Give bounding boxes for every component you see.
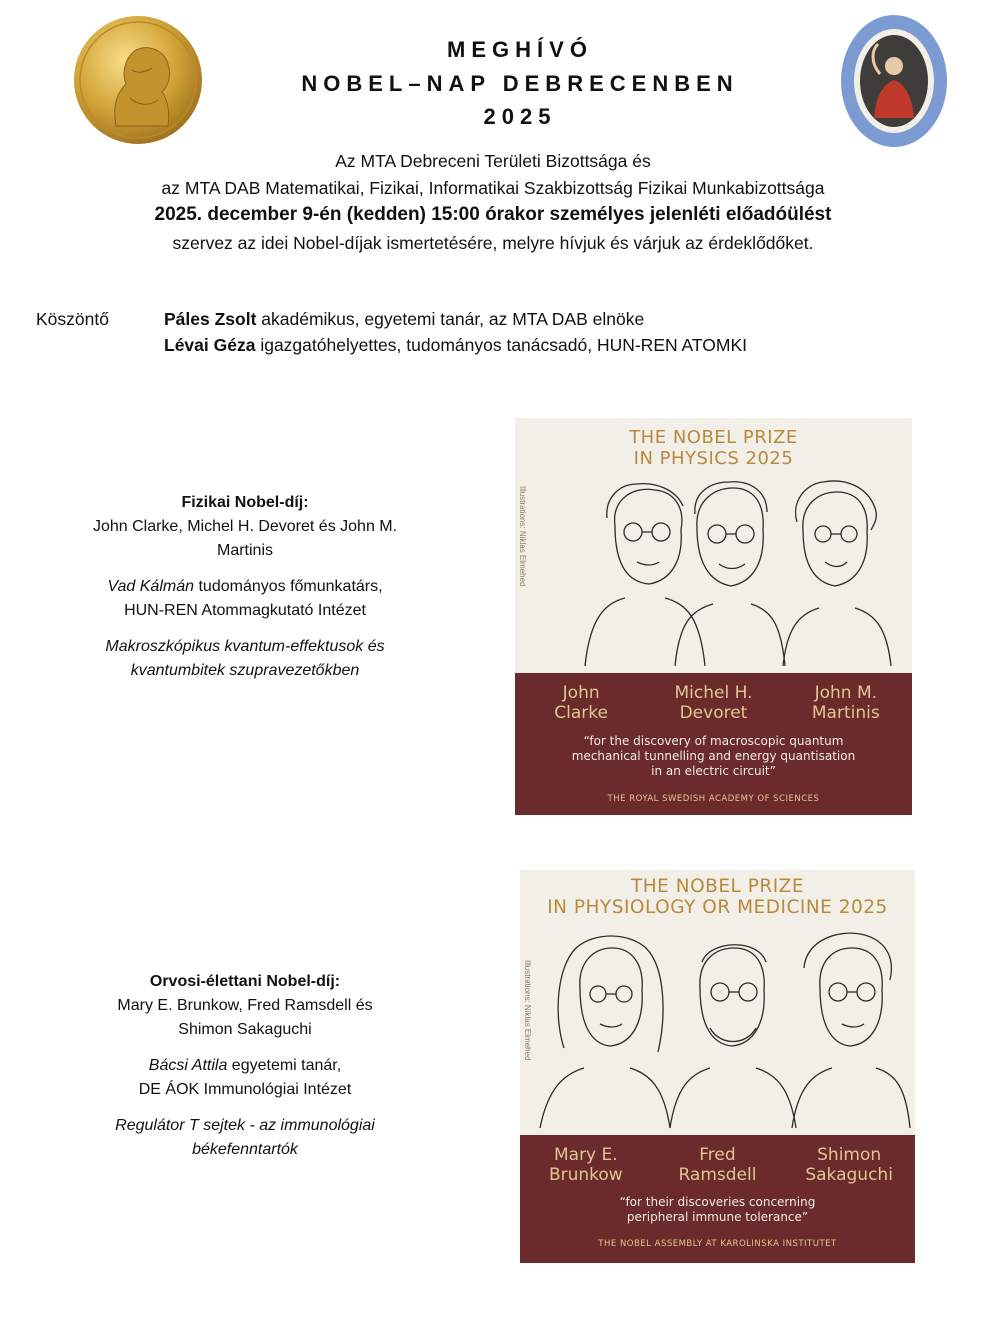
medicine-talk-1: Regulátor T sejtek - az immunológiai [115, 1117, 375, 1134]
intro-line-2: az MTA DAB Matematikai, Fizikai, Informatikai Szakbizottság Fizikai Munkabizottsága [161, 178, 825, 198]
physics-poster-academy: THE ROYAL SWEDISH ACADEMY OF SCIENCES [607, 794, 820, 804]
medicine-laureates-1: Mary E. Brunkow, Fred Ramsdell és [117, 997, 373, 1014]
physics-laureates-1: John Clarke, Michel H. Devoret és John M. [92, 518, 398, 535]
physics-talk-1: Makroszkópikus kvantum-effektusok és [105, 638, 385, 655]
medicine-speaker-institute: DE ÁOK Immunológiai Intézet [138, 1081, 352, 1098]
medicine-speaker-name: Bácsi Attila [148, 1057, 228, 1074]
medicine-poster-caption [520, 1135, 915, 1263]
physics-talk-2: kvantumbitek szupravezetőkben [130, 662, 360, 679]
physics-poster-caption [515, 673, 912, 815]
title-year: 2025 [483, 104, 557, 129]
medicine-poster-illustration [520, 870, 915, 1135]
medicine-poster-names [520, 1145, 915, 1185]
physics-speaker-title: tudományos főmunkatárs, [198, 578, 383, 595]
physics-poster-quote: “for the discovery of macroscopic quantum mechanical tunnelling and energy quantisation in an electric circuit” [571, 734, 856, 778]
physics-poster [515, 418, 912, 815]
intro-date-line: 2025. december 9-én (kedden) 15:00 órakor személyes jelenléti előadóülést [154, 204, 832, 225]
physics-poster-names [515, 683, 912, 723]
poster-name-sakaguchi: Shimon Sakaguchi [805, 1145, 893, 1185]
medicine-laureates-2: Shimon Sakaguchi [178, 1021, 312, 1038]
medicine-portraits-sketch [520, 928, 915, 1135]
physics-poster-credit: Illustrations: Niklas Elmehed [518, 486, 527, 587]
medicine-talk-2: békefenntartók [192, 1141, 298, 1158]
poster-name-clarke: John Clarke [554, 683, 608, 723]
medicine-speaker-title: egyetemi tanár, [231, 1057, 342, 1074]
welcome-label: Köszöntő [36, 309, 109, 329]
medicine-poster-credit: Illustrations: Niklas Elmehed [523, 960, 532, 1061]
medicine-poster-academy: THE NOBEL ASSEMBLY AT KAROLINSKA INSTITUTET [598, 1239, 837, 1249]
physics-portraits-sketch [515, 478, 912, 673]
poster-name-martinis: John M. Martinis [811, 683, 880, 723]
dab-seal-logo [840, 14, 948, 148]
physics-poster-illustration [515, 418, 912, 673]
welcome-speaker-2 [164, 335, 747, 356]
medicine-poster-title-1: THE NOBEL PRIZE [630, 876, 805, 897]
medicine-section [60, 970, 430, 1174]
medicine-poster-title [520, 876, 915, 918]
physics-section [60, 491, 430, 695]
speaker-1-name: Páles Zsolt [164, 309, 257, 329]
title-nobel-nap: NOBEL–NAP DEBRECENBEN [301, 71, 739, 96]
physics-heading: Fizikai Nobel-díj: [181, 494, 309, 511]
speaker-1-title: akadémikus, egyetemi tanár, az MTA DAB elnöke [261, 309, 645, 329]
poster-name-devoret: Michel H. Devoret [674, 683, 753, 723]
nobel-medal-logo [72, 14, 204, 146]
welcome-speaker-1 [164, 309, 644, 330]
title-meghivo: MEGHÍVÓ [447, 37, 593, 62]
physics-speaker-institute: HUN-REN Atommagkutató Intézet [124, 602, 366, 619]
physics-poster-title-1: THE NOBEL PRIZE [629, 427, 798, 448]
intro-line-4: szervez az idei Nobel-díjak ismertetésére, melyre hívjuk és várjuk az érdeklődőket. [172, 233, 814, 253]
poster-name-ramsdell: Fred Ramsdell [678, 1145, 757, 1185]
poster-name-brunkow: Mary E. Brunkow [548, 1145, 623, 1185]
intro-line-1: Az MTA Debreceni Területi Bizottsága és [335, 151, 651, 171]
medicine-poster-quote: “for their discoveries concerning peripheral immune tolerance” [619, 1195, 816, 1224]
medicine-poster-title-2: IN PHYSIOLOGY OR MEDICINE 2025 [547, 897, 888, 918]
physics-poster-title [515, 427, 912, 469]
speaker-2-title: igazgatóhelyettes, tudományos tanácsadó, HUN-REN ATOMKI [260, 335, 747, 355]
medicine-poster [520, 870, 915, 1263]
speaker-2-name: Lévai Géza [164, 335, 256, 355]
physics-speaker-name: Vad Kálmán [107, 578, 195, 595]
medicine-heading: Orvosi-élettani Nobel-díj: [149, 973, 341, 990]
physics-laureates-2: Martinis [216, 542, 273, 559]
physics-poster-title-2: IN PHYSICS 2025 [633, 448, 794, 469]
